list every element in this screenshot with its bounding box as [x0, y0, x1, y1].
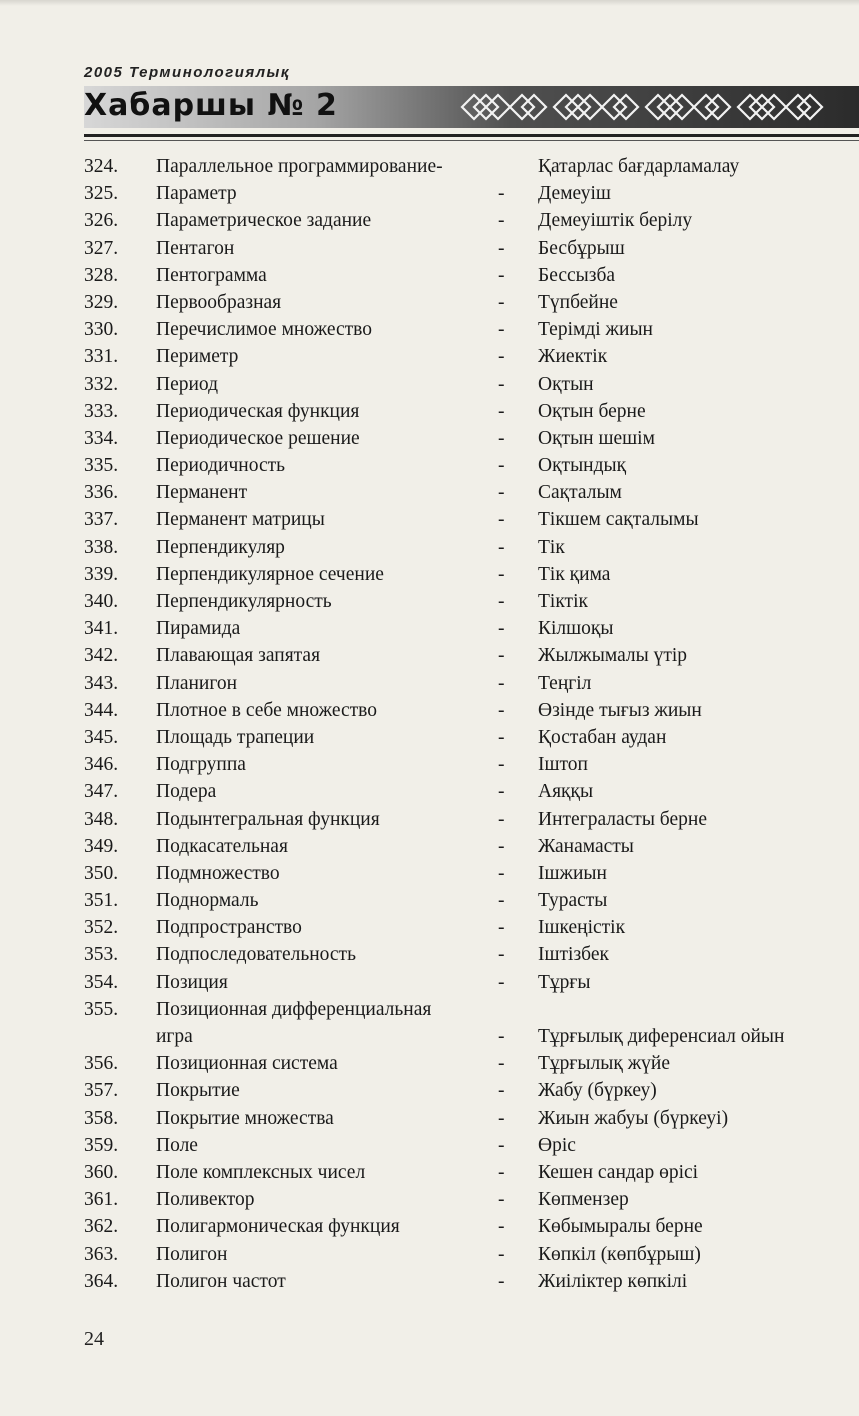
top-edge-shade: [0, 0, 859, 6]
russian-term-line: Планигон: [156, 672, 238, 694]
russian-term: [156, 887, 259, 914]
kazakh-term: Ішжиын: [538, 862, 607, 884]
term-number: 330.: [84, 319, 119, 341]
term-separator: -: [498, 971, 505, 993]
kazakh-term: Тұрғылық диференсиал ойын: [538, 1026, 785, 1047]
kazakh-term: Жиіліктер көпкілі: [538, 1270, 688, 1292]
russian-term: [156, 1077, 240, 1104]
term-separator: -: [498, 237, 505, 259]
term-row: [84, 588, 859, 615]
russian-term-line: Пентограмма: [156, 264, 267, 286]
russian-term-line: Пирамида: [156, 618, 241, 640]
russian-term: [156, 316, 372, 343]
term-number: 363.: [84, 1243, 119, 1265]
term-separator: -: [498, 591, 505, 612]
term-row: [84, 262, 859, 289]
term-row: [84, 615, 859, 642]
kazakh-term: Теңгіл: [538, 672, 592, 694]
term-row: [84, 1132, 859, 1159]
kazakh-term: Көбымыралы берне: [538, 1216, 703, 1238]
russian-term: [156, 1132, 198, 1159]
term-row: [84, 1050, 859, 1077]
russian-term: [156, 697, 377, 724]
term-row: [84, 697, 859, 724]
russian-term: [156, 506, 325, 533]
russian-term-line: Площадь трапеции: [156, 726, 315, 748]
term-number: 328.: [84, 264, 119, 286]
decorative-knot-ornament-icon: [458, 90, 828, 124]
russian-term: [156, 398, 359, 425]
term-separator: -: [498, 1053, 505, 1075]
term-number: 361.: [84, 1189, 119, 1211]
term-row: [84, 914, 859, 941]
term-number: 353.: [84, 944, 119, 966]
russian-term-line: Полигон частот: [156, 1270, 286, 1292]
term-number: 357.: [84, 1080, 119, 1102]
term-number: 341.: [84, 618, 119, 640]
term-row: [84, 642, 859, 669]
russian-term: [156, 561, 384, 588]
term-row: [84, 860, 859, 887]
russian-term: [156, 371, 218, 398]
kazakh-term: Өзінде тығыз жиын: [538, 699, 702, 721]
term-separator: -: [498, 1189, 505, 1211]
page-number: 24: [84, 1328, 104, 1350]
kazakh-term: Интеграласты берне: [538, 808, 707, 830]
term-number: 364.: [84, 1270, 119, 1292]
term-number: 355.: [84, 998, 119, 1020]
term-separator: -: [498, 1161, 505, 1183]
term-separator: -: [498, 509, 505, 531]
term-row: [84, 506, 859, 533]
russian-term-line: Периодичность: [156, 455, 286, 477]
russian-term-line: Пентагон: [156, 237, 235, 259]
term-separator: -: [498, 400, 505, 422]
term-separator: -: [498, 672, 505, 694]
russian-term: [156, 1268, 286, 1295]
russian-term-line: Перпендикулярное сечение: [156, 563, 384, 585]
term-row: [84, 398, 859, 425]
term-separator: -: [498, 1080, 505, 1102]
term-number: 340.: [84, 591, 119, 612]
term-separator: -: [498, 210, 505, 232]
term-row: [84, 289, 859, 316]
kazakh-term: Тік: [538, 536, 565, 558]
term-row: [84, 479, 859, 506]
page-header: [84, 64, 859, 154]
term-number: 348.: [84, 808, 119, 830]
russian-term: [156, 1105, 334, 1132]
term-separator: -: [498, 645, 505, 667]
term-number: 346.: [84, 754, 119, 776]
russian-term-line: Подпространство: [156, 917, 302, 939]
term-number: 338.: [84, 536, 119, 558]
term-row: [84, 1213, 859, 1240]
kazakh-term: Түпбейне: [538, 291, 618, 313]
russian-term: [156, 425, 360, 452]
russian-term: [156, 1186, 254, 1213]
term-number: 324.: [84, 156, 119, 177]
term-number: 344.: [84, 699, 119, 721]
term-row: [84, 806, 859, 833]
header-year-series: 2005 Терминологиялық: [84, 64, 290, 81]
term-separator: -: [498, 808, 505, 830]
kazakh-term: Ішкеңістік: [538, 917, 626, 939]
kazakh-term: Оқтын: [538, 373, 594, 395]
term-number: 362.: [84, 1216, 119, 1238]
term-row: [84, 833, 859, 860]
kazakh-term: Жылжымалы үтір: [538, 645, 688, 667]
kazakh-term: Жиектік: [538, 346, 608, 368]
term-separator: -: [498, 346, 505, 368]
russian-term: [156, 914, 302, 941]
russian-term: [156, 615, 240, 642]
term-row: [84, 561, 859, 588]
russian-term: [156, 343, 238, 370]
russian-term-line: Перманент: [156, 482, 248, 504]
term-separator: -: [498, 1243, 505, 1265]
term-separator: -: [498, 754, 505, 776]
term-separator: -: [498, 618, 505, 640]
russian-term: [156, 235, 234, 262]
russian-term-line: Поле комплексных чисел: [156, 1161, 366, 1183]
russian-term-line: Поднормаль: [156, 890, 259, 912]
term-list: [84, 153, 859, 1295]
russian-term: [156, 207, 371, 234]
term-number: 359.: [84, 1134, 119, 1156]
russian-term: [156, 969, 228, 996]
kazakh-term: Қатарлас бағдарламалау: [538, 156, 740, 177]
kazakh-term: Оқтын берне: [538, 400, 646, 422]
kazakh-term: Тұрғы: [538, 971, 591, 993]
term-separator: -: [498, 563, 505, 585]
term-number: 333.: [84, 400, 119, 422]
term-row: [84, 1077, 859, 1104]
kazakh-term: Оқтындық: [538, 455, 627, 477]
kazakh-term: Оқтын шешім: [538, 427, 655, 449]
term-row: [84, 343, 859, 370]
kazakh-term: Тұрғылық жүйе: [538, 1053, 671, 1075]
russian-term-line: Первообразная: [156, 291, 282, 313]
term-number: 327.: [84, 237, 119, 259]
term-separator: -: [498, 291, 505, 313]
term-number: 332.: [84, 373, 119, 395]
russian-term-line: Параллельное программирование-: [156, 156, 443, 177]
term-separator: -: [498, 1270, 505, 1292]
russian-term-line: Подынтегральная функция: [156, 808, 380, 830]
term-number: 354.: [84, 971, 119, 993]
term-number: 345.: [84, 726, 119, 748]
term-row: [84, 207, 859, 234]
term-number: 325.: [84, 183, 119, 205]
term-separator: -: [498, 1216, 505, 1238]
russian-term: [156, 1159, 365, 1186]
term-number: 339.: [84, 563, 119, 585]
kazakh-term: Тікшем сақталымы: [538, 509, 699, 531]
term-separator: -: [498, 373, 505, 395]
kazakh-term: Терімді жиын: [538, 319, 653, 341]
term-number: 326.: [84, 210, 119, 232]
russian-term-line: Поле: [156, 1134, 198, 1156]
russian-term: [156, 860, 280, 887]
term-separator: -: [498, 536, 505, 558]
term-row: [84, 180, 859, 207]
term-row: [84, 969, 859, 996]
russian-term-line: Перпендикуляр: [156, 536, 285, 558]
russian-term-line: Подкасательная: [156, 835, 288, 857]
russian-term-line: Плавающая запятая: [156, 645, 321, 667]
russian-term-line: Перманент матрицы: [156, 509, 325, 531]
term-separator: -: [498, 944, 505, 966]
russian-term-line: Поливектор: [156, 1189, 255, 1211]
russian-term: [156, 534, 285, 561]
kazakh-term: Сақталым: [538, 482, 622, 504]
kazakh-term: Жабу (бүркеу): [538, 1080, 657, 1102]
header-title: Хабаршы № 2: [84, 88, 338, 123]
russian-term-line: Подгруппа: [156, 754, 246, 776]
russian-term-line: Параметр: [156, 183, 237, 205]
term-row: [84, 1105, 859, 1132]
kazakh-term: Жиын жабуы (бүркеуі): [538, 1107, 729, 1129]
russian-term: [156, 588, 332, 615]
term-number: 329.: [84, 291, 119, 313]
term-row: [84, 153, 859, 180]
term-number: 337.: [84, 509, 119, 531]
russian-term: [156, 1050, 338, 1077]
russian-term-line: Полигармоническая функция: [156, 1216, 400, 1238]
term-number: 334.: [84, 427, 119, 449]
term-row: [84, 887, 859, 914]
term-row: [84, 778, 859, 805]
russian-term-line: Полигон: [156, 1243, 228, 1265]
kazakh-term: Кілшоқы: [538, 618, 614, 640]
russian-term: [156, 751, 246, 778]
term-row: [84, 670, 859, 697]
russian-term-line: Периодическая функция: [156, 400, 360, 422]
header-rule-thick: [84, 134, 859, 137]
term-row: [84, 534, 859, 561]
russian-term: [156, 452, 285, 479]
kazakh-term: Өріс: [538, 1134, 576, 1156]
russian-term: [156, 670, 237, 697]
kazakh-term: Көпкіл (көпбұрыш): [538, 1243, 701, 1265]
kazakh-term: Тіктік: [538, 591, 588, 612]
russian-term: [156, 1213, 400, 1240]
russian-term-line: Подпоследовательность: [156, 944, 356, 966]
russian-term: [156, 1241, 227, 1268]
russian-term: [156, 262, 267, 289]
term-row: [84, 425, 859, 452]
russian-term-line-continued: игра: [156, 1026, 193, 1048]
term-separator: -: [498, 1026, 505, 1047]
term-separator: -: [498, 427, 505, 449]
term-number: 349.: [84, 835, 119, 857]
term-row: [84, 1241, 859, 1268]
header-rule-thin: [84, 140, 859, 141]
term-separator: -: [498, 781, 505, 803]
russian-term: [156, 996, 431, 1050]
russian-term-line: Позиционная дифференциальная: [156, 998, 432, 1020]
term-separator: -: [498, 917, 505, 939]
term-row: [84, 751, 859, 778]
kazakh-term: Бесбұрыш: [538, 237, 625, 259]
russian-term-line: Параметрическое задание: [156, 210, 372, 232]
russian-term: [156, 153, 443, 180]
russian-term-line: Периодическое решение: [156, 427, 360, 449]
russian-term-line: Покрытие множества: [156, 1107, 334, 1129]
russian-term: [156, 941, 356, 968]
russian-term-line: Перечислимое множество: [156, 319, 372, 341]
term-row: [84, 371, 859, 398]
term-number: 336.: [84, 482, 119, 504]
term-number: 358.: [84, 1107, 119, 1129]
kazakh-term: Тік қима: [538, 563, 611, 585]
term-row: [84, 235, 859, 262]
term-number: 331.: [84, 346, 119, 368]
kazakh-term: Іштоп: [538, 754, 588, 776]
russian-term-line: Период: [156, 373, 219, 395]
russian-term: [156, 479, 247, 506]
russian-term-line: Перпендикулярность: [156, 591, 332, 612]
russian-term-line: Позиция: [156, 971, 228, 993]
term-row: [84, 724, 859, 751]
kazakh-term: Аяққы: [538, 781, 594, 803]
term-separator: -: [498, 835, 505, 857]
term-number: 335.: [84, 455, 119, 477]
russian-term: [156, 289, 281, 316]
term-row: [84, 1268, 859, 1295]
term-row: [84, 452, 859, 479]
term-row: [84, 996, 859, 1050]
kazakh-term: Демеуіш: [538, 183, 611, 205]
term-number: 360.: [84, 1161, 119, 1183]
term-separator: -: [498, 455, 505, 477]
term-separator: -: [498, 699, 505, 721]
russian-term: [156, 806, 380, 833]
kazakh-term: Көпмензер: [538, 1189, 629, 1211]
term-separator: -: [498, 862, 505, 884]
term-separator: -: [498, 890, 505, 912]
kazakh-term: Іштізбек: [538, 944, 609, 966]
kazakh-term: Қостабан аудан: [538, 726, 667, 748]
term-separator: -: [498, 726, 505, 748]
russian-term-line: Подмножество: [156, 862, 280, 884]
russian-term-line: Позиционная система: [156, 1053, 338, 1075]
russian-term-line: Покрытие: [156, 1080, 240, 1102]
term-separator: -: [498, 1134, 505, 1156]
term-row: [84, 1159, 859, 1186]
kazakh-term: Демеуіштік берілу: [538, 210, 693, 232]
term-number: 343.: [84, 672, 119, 694]
kazakh-term: Бессызба: [538, 264, 616, 286]
term-row: [84, 1186, 859, 1213]
term-separator: -: [498, 264, 505, 286]
term-row: [84, 316, 859, 343]
term-row: [84, 941, 859, 968]
kazakh-term: Жанамасты: [538, 835, 634, 857]
russian-term: [156, 833, 288, 860]
russian-term: [156, 778, 216, 805]
russian-term-line: Плотное в себе множество: [156, 699, 378, 721]
term-number: 342.: [84, 645, 119, 667]
russian-term: [156, 180, 237, 207]
term-number: 347.: [84, 781, 119, 803]
russian-term: [156, 724, 314, 751]
term-separator: -: [498, 183, 505, 205]
kazakh-term: Турасты: [538, 890, 608, 912]
term-number: 352.: [84, 917, 119, 939]
term-number: 356.: [84, 1053, 119, 1075]
russian-term-line: Периметр: [156, 346, 239, 368]
term-separator: -: [498, 482, 505, 504]
russian-term-line: Подера: [156, 781, 217, 803]
term-separator: -: [498, 319, 505, 341]
kazakh-term: Кешен сандар өрісі: [538, 1161, 699, 1183]
term-separator: -: [498, 1107, 505, 1129]
russian-term: [156, 642, 320, 669]
term-number: 351.: [84, 890, 119, 912]
term-number: 350.: [84, 862, 119, 884]
